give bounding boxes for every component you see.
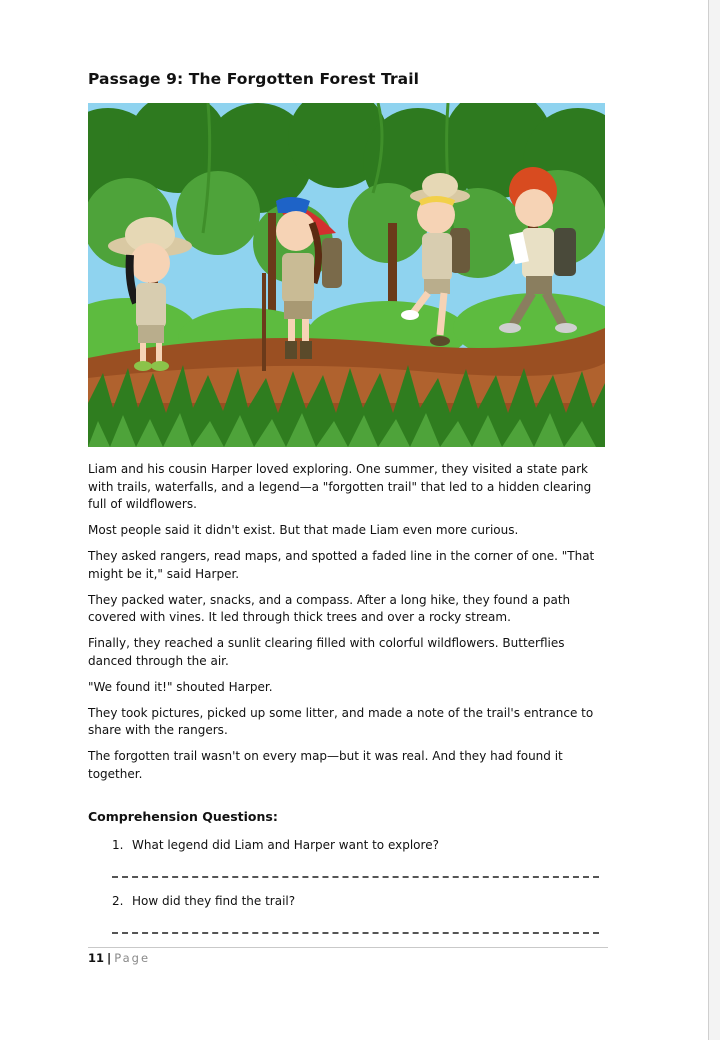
passage-paragraph: They took pictures, picked up some litter, and made a note of the trail's entrance to share with the rangers.	[88, 705, 594, 737]
passage-paragraph: They packed water, snacks, and a compass. After a long hike, they found a path covered with vines. It led through thick trees and over a rocky stream.	[88, 592, 571, 624]
passage-paragraph: Most people said it didn't exist. But that made Liam even more curious.	[88, 523, 519, 537]
question-number: 1.	[112, 838, 124, 852]
page-edge	[708, 0, 720, 1040]
page-number: 11	[88, 951, 105, 965]
passage-body	[88, 461, 608, 792]
question-item	[112, 894, 295, 908]
question-text: How did they find the trail?	[132, 894, 296, 908]
page-label: Page	[114, 951, 151, 965]
question-number: 2.	[112, 894, 124, 908]
passage-paragraph: Liam and his cousin Harper loved exploring. One summer, they visited a state park with trails, waterfalls, and a legend—a "forgotten trail" that led to a hidden clearing full of wildflowers.	[88, 462, 592, 511]
answer-line[interactable]	[112, 932, 599, 934]
question-text: What legend did Liam and Harper want to explore?	[132, 838, 439, 852]
passage-paragraph: The forgotten trail wasn't on every map—but it was real. And they had found it together.	[88, 749, 563, 781]
passage-paragraph: Finally, they reached a sunlit clearing filled with colorful wildflowers. Butterflies danced through the air.	[88, 636, 565, 668]
question-item	[112, 838, 439, 852]
footer-separator: |	[107, 951, 112, 965]
answer-line[interactable]	[112, 876, 599, 878]
footer-divider	[88, 947, 608, 948]
passage-title: Passage 9: The Forgotten Forest Trail	[88, 70, 420, 88]
questions-heading: Comprehension Questions:	[88, 809, 278, 824]
passage-paragraph: They asked rangers, read maps, and spotted a faded line in the corner of one. "That might be it," said Harper.	[88, 549, 595, 581]
story-illustration	[88, 103, 605, 447]
page-footer	[88, 951, 150, 965]
passage-paragraph: "We found it!" shouted Harper.	[88, 679, 273, 694]
hikers-in-forest-image	[88, 103, 605, 447]
